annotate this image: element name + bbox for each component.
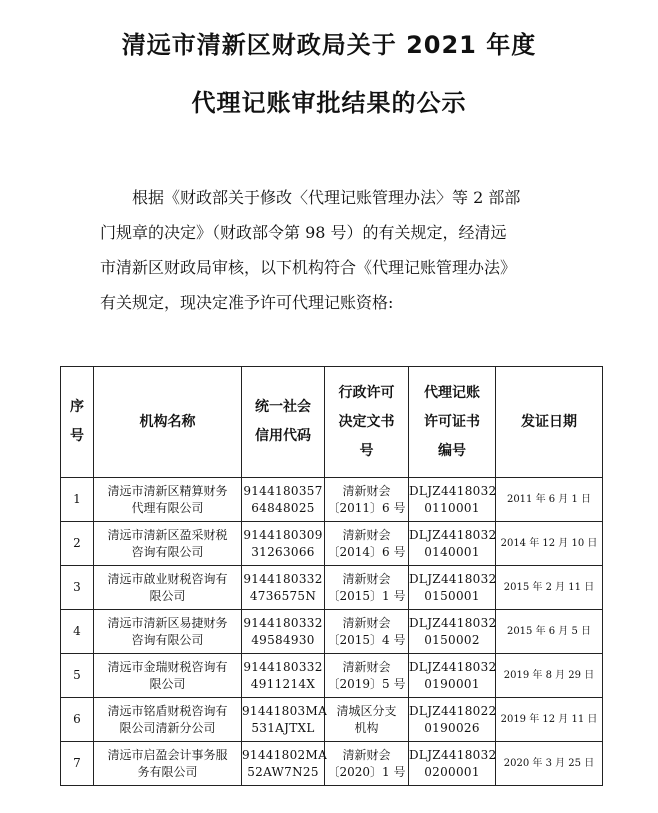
cell-name [94, 610, 242, 654]
cell-code-line: 31263066 [251, 544, 315, 559]
cell-decision-doc [325, 478, 409, 522]
cell-lic-line: 0190001 [424, 676, 480, 691]
table-row [61, 654, 603, 698]
cell-doc-line: 清新财会 [342, 615, 391, 630]
cell-decision-doc [325, 742, 409, 786]
cell-license-no [409, 522, 496, 566]
table-row [61, 742, 603, 786]
cell-issue-date: 2011 年 6 月 1 日 [496, 478, 603, 522]
cell-credit-code [242, 610, 325, 654]
cell-lic-line: 0150001 [424, 588, 480, 603]
cell-name-line: 清远市金瑞财税咨询有 [107, 659, 228, 674]
cell-name [94, 522, 242, 566]
cell-issue-date: 2019 年 8 月 29 日 [496, 654, 603, 698]
table-header-row [61, 367, 603, 478]
cell-lic-line: DLJZ4418032 [409, 483, 497, 498]
header-credit-line: 信用代码 [255, 428, 311, 444]
cell-doc-line: 清城区分支 [336, 703, 397, 718]
paragraph-line: 门规章的决定》（财政部令第 98 号）的有关规定，经清远 [100, 223, 507, 242]
cell-code-line: 9144180332 [243, 659, 323, 674]
cell-lic-line: DLJZ4418032 [409, 615, 497, 630]
cell-doc-line: 机构 [354, 720, 379, 735]
cell-name-line: 清远市清新区易捷财务 [107, 615, 228, 630]
cell-credit-code [242, 742, 328, 786]
header-issue-date [496, 367, 603, 478]
cell-doc-line: 清新财会 [342, 527, 391, 542]
cell-name-line: 清远市启盈会计事务服 [107, 747, 228, 762]
paragraph-line: 根据《财政部关于修改〈代理记账管理办法〉等 2 部部 [132, 188, 521, 207]
cell-issue-date: 2019 年 12 月 11 日 [496, 698, 603, 742]
document-title-line-1: 清远市清新区财政局关于 2021 年度 [121, 31, 537, 59]
cell-doc-line: 清新财会 [342, 571, 391, 586]
cell-code-line: 64848025 [251, 500, 315, 515]
header-name-text: 机构名称 [139, 413, 196, 430]
cell-credit-code [242, 654, 325, 698]
header-seq [61, 367, 94, 478]
cell-lic-line: DLJZ4418032 [409, 527, 497, 542]
cell-code-line: 9144180332 [243, 615, 323, 630]
cell-code-line: 4911214X [250, 676, 316, 691]
cell-seq: 4 [61, 610, 94, 654]
cell-name-line: 清远市清新区精算财务 [107, 483, 228, 498]
cell-name [94, 566, 242, 610]
cell-issue-date: 2015 年 6 月 5 日 [496, 610, 603, 654]
header-name [94, 367, 242, 478]
table-row [61, 522, 603, 566]
cell-lic-line: 0190026 [424, 720, 480, 735]
intro-paragraph [100, 180, 560, 320]
header-decision-line: 决定文书 [338, 413, 395, 430]
table-row [61, 610, 603, 654]
cell-license-no [409, 698, 496, 742]
cell-lic-line: DLJZ4418032 [409, 747, 497, 762]
cell-name [94, 654, 242, 698]
cell-code-line: 9144180332 [243, 571, 323, 586]
cell-issue-date: 2014 年 12 月 10 日 [496, 522, 603, 566]
cell-name-line: 限公司清新分公司 [119, 720, 216, 735]
table-row [61, 566, 603, 610]
cell-code-line: 531AJTXL [251, 720, 315, 735]
cell-name [94, 742, 242, 786]
cell-issue-date: 2020 年 3 月 25 日 [496, 742, 603, 786]
cell-decision-doc [325, 610, 409, 654]
cell-doc-line: 〔2014〕6 号 [327, 544, 406, 559]
cell-name-line: 清远市清新区盈采财税 [107, 527, 228, 542]
cell-license-no [409, 742, 496, 786]
cell-lic-line: 0110001 [424, 500, 480, 515]
cell-credit-code [242, 522, 325, 566]
cell-license-no [409, 610, 496, 654]
header-license-line: 许可证书 [424, 413, 480, 430]
cell-name-line: 咨询有限公司 [131, 544, 204, 559]
cell-seq: 1 [61, 478, 94, 522]
cell-lic-line: DLJZ4418022 [409, 703, 497, 718]
header-date-text: 发证日期 [521, 413, 577, 430]
cell-code-line: 9144180309 [243, 527, 323, 542]
header-decision-line: 行政许可 [338, 384, 395, 401]
header-license-line: 代理记账 [424, 384, 480, 401]
cell-name-line: 限公司 [149, 588, 186, 603]
cell-seq: 5 [61, 654, 94, 698]
cell-name [94, 478, 242, 522]
approval-results-table [60, 366, 603, 786]
cell-seq: 7 [61, 742, 94, 786]
cell-name-line: 清远市铭盾财税咨询有 [107, 703, 228, 718]
cell-code-line: 49584930 [251, 632, 315, 647]
header-license-line: 编号 [438, 442, 466, 459]
table-row [61, 698, 603, 742]
cell-doc-line: 〔2020〕1 号 [327, 764, 406, 779]
cell-code-line: 91441803MA [242, 703, 328, 718]
header-seq-line: 号 [70, 428, 84, 444]
header-credit-code [242, 367, 325, 478]
cell-code-line: 4736575N [249, 588, 317, 603]
cell-doc-line: 〔2011〕6 号 [327, 500, 406, 515]
cell-lic-line: DLJZ4418032 [409, 659, 497, 674]
cell-doc-line: 〔2015〕1 号 [327, 588, 406, 603]
cell-name-line: 限公司 [149, 676, 186, 691]
cell-lic-line: 0150002 [424, 632, 480, 647]
cell-doc-line: 清新财会 [342, 659, 391, 674]
paragraph-line: 有关规定，现决定准予许可代理记账资格: [100, 293, 394, 312]
cell-lic-line: DLJZ4418032 [409, 571, 497, 586]
header-seq-line: 序 [70, 399, 84, 415]
cell-decision-doc [325, 654, 409, 698]
cell-decision-doc [325, 698, 409, 742]
cell-name-line: 咨询有限公司 [131, 632, 204, 647]
table-row [61, 478, 603, 522]
cell-seq: 2 [61, 522, 94, 566]
cell-doc-line: 〔2015〕4 号 [327, 632, 406, 647]
header-credit-line: 统一社会 [255, 399, 311, 415]
cell-name-line: 务有限公司 [137, 764, 198, 779]
cell-decision-doc [325, 566, 409, 610]
header-license-no [409, 367, 496, 478]
cell-seq: 6 [61, 698, 94, 742]
cell-code-line: 91441802MA [242, 747, 328, 762]
cell-credit-code [242, 698, 328, 742]
header-decision-doc [325, 367, 409, 478]
cell-code-line: 9144180357 [243, 483, 323, 498]
cell-lic-line: 0200001 [424, 764, 480, 779]
cell-name [94, 698, 242, 742]
cell-issue-date: 2015 年 2 月 11 日 [496, 566, 603, 610]
header-decision-line: 号 [359, 442, 374, 459]
cell-license-no [409, 478, 496, 522]
cell-credit-code [242, 478, 325, 522]
cell-credit-code [242, 566, 325, 610]
cell-code-line: 52AW7N25 [247, 764, 319, 779]
cell-license-no [409, 654, 496, 698]
cell-lic-line: 0140001 [424, 544, 480, 559]
cell-seq: 3 [61, 566, 94, 610]
paragraph-line: 市清新区财政局审核，以下机构符合《代理记账管理办法》 [100, 258, 517, 277]
cell-doc-line: 〔2019〕5 号 [327, 676, 406, 691]
document-title-line-2: 代理记账审批结果的公示 [191, 89, 467, 117]
cell-name-line: 代理有限公司 [131, 500, 204, 515]
cell-doc-line: 清新财会 [342, 747, 391, 762]
cell-decision-doc [325, 522, 409, 566]
cell-name-line: 清远市啟业财税咨询有 [107, 571, 228, 586]
cell-license-no [409, 566, 496, 610]
cell-doc-line: 清新财会 [342, 483, 391, 498]
